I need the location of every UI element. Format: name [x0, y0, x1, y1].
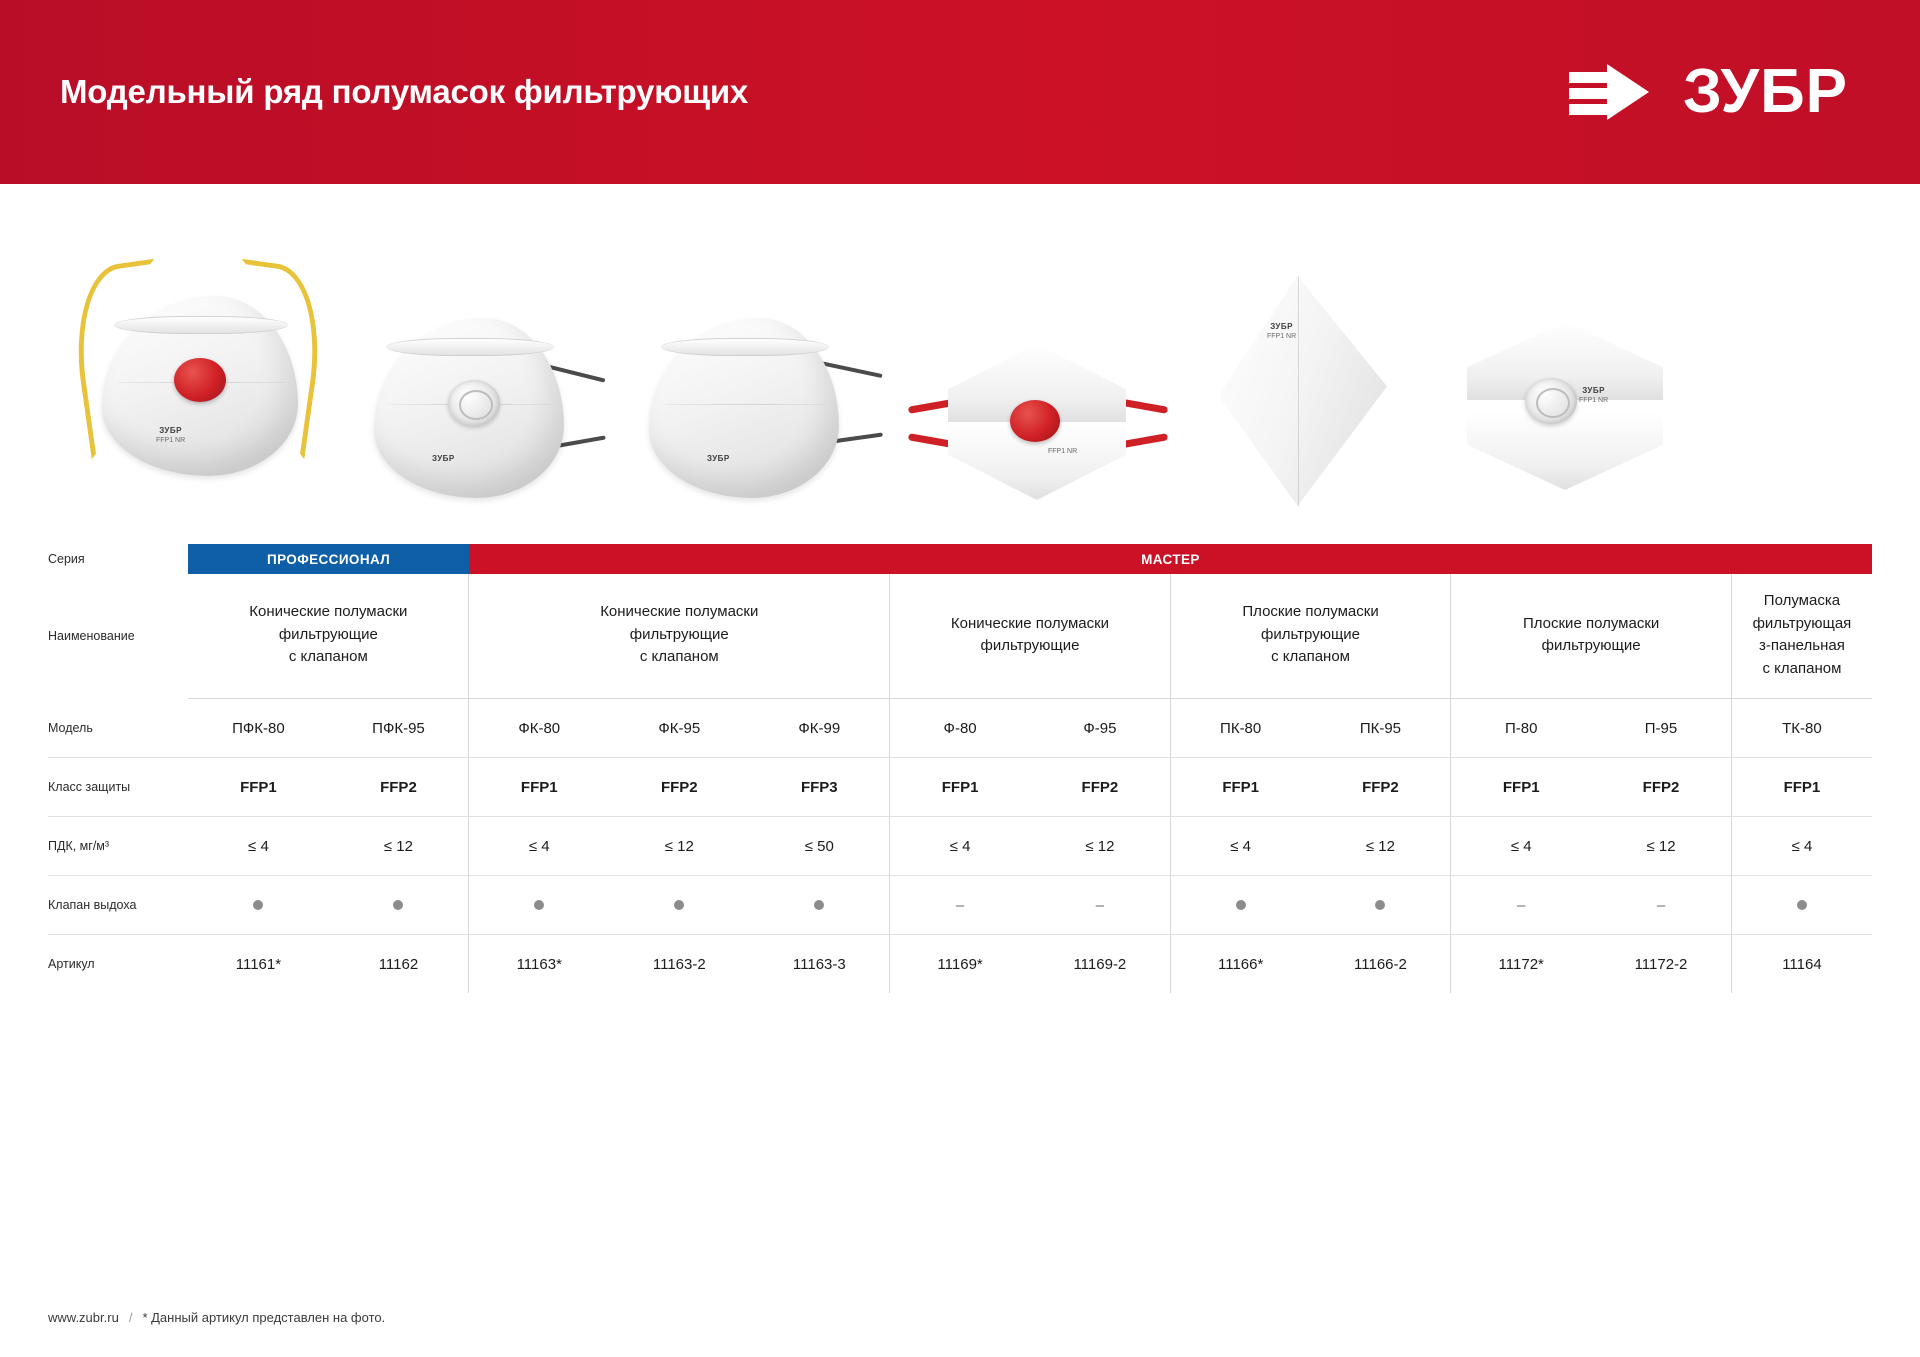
group-name-pfk: Конические полумаски фильтрующие с клапаном: [188, 574, 469, 699]
mask-label: ЗУБР FFP1 NR: [1267, 322, 1297, 340]
page-header: [0, 0, 1920, 184]
product-image-pk80: [898, 226, 1178, 526]
valve-present-icon: [253, 900, 263, 910]
product-image-strip: [48, 206, 1872, 526]
cell-valve: [188, 876, 328, 935]
exhalation-valve-icon: [1525, 378, 1577, 424]
cell-protection: FFP1: [1451, 758, 1591, 817]
cell-protection: FFP2: [1311, 758, 1451, 817]
cell-protection: FFP2: [1591, 758, 1731, 817]
cell-valve: [1170, 876, 1310, 935]
cell-protection: FFP1: [890, 758, 1030, 817]
mask-body: [948, 344, 1126, 500]
cell-valve: [1591, 876, 1731, 935]
row-label-pdk: ПДК, мг/м³: [48, 817, 188, 876]
group-name-fk: Конические полумаски фильтрующие с клапаном: [469, 574, 890, 699]
brand-logo: [1569, 56, 1848, 128]
cell-article: 11169-2: [1073, 955, 1127, 973]
cell-model: ПК-95: [1311, 699, 1451, 758]
cell-protection: FFP1: [1731, 758, 1872, 817]
table-row-pdk: [48, 817, 1872, 876]
page-footer: [48, 1310, 385, 1325]
cell-valve: [1451, 876, 1591, 935]
cell-pdk: ≤ 12: [329, 817, 469, 876]
valve-absent-icon: –: [1656, 896, 1666, 914]
exhalation-valve-icon: [448, 380, 500, 426]
valve-present-icon: [814, 900, 824, 910]
mask-label: ЗУБР FFP1 NR: [1579, 386, 1609, 404]
cell-model: ФК-80: [469, 699, 609, 758]
table-row-model: [48, 699, 1872, 758]
valve-absent-icon: –: [955, 896, 965, 914]
cell-article: 11161*: [235, 955, 282, 973]
cell-pdk: ≤ 4: [1170, 817, 1310, 876]
footnote: * Данный артикул представлен на фото.: [142, 1310, 386, 1325]
series-badge-professional: ПРОФЕССИОНАЛ: [188, 544, 469, 574]
table-row-valve: [48, 876, 1872, 935]
cell-valve: [749, 876, 889, 935]
cell-protection: FFP2: [609, 758, 749, 817]
valve-present-icon: [534, 900, 544, 910]
cell-article: 11162: [378, 955, 419, 973]
cell-pdk: ≤ 12: [1030, 817, 1170, 876]
row-label-series: Серия: [48, 552, 85, 566]
cell-model: Ф-95: [1030, 699, 1170, 758]
exhalation-valve-icon: [174, 358, 226, 402]
mask-body: [1467, 322, 1663, 490]
mask-label: ЗУБР: [432, 454, 455, 463]
cell-article: 11163-3: [792, 955, 846, 973]
cell-article: 11172*: [1451, 935, 1591, 994]
group-name-tk: Полумаска фильтрующая з-панельная с клапаном: [1731, 574, 1872, 699]
cell-pdk: ≤ 4: [890, 817, 1030, 876]
spec-table: [48, 544, 1872, 993]
row-label-article: Артикул: [48, 957, 95, 971]
row-label-name: Наименование: [48, 629, 135, 644]
zubr-mark-icon: [1569, 56, 1665, 128]
cell-article: 11166*: [1170, 935, 1310, 994]
valve-absent-icon: –: [1517, 896, 1526, 914]
cell-pdk: ≤ 4: [1731, 817, 1872, 876]
cell-pdk: ≤ 4: [188, 817, 328, 876]
table-row-name: [48, 574, 1872, 699]
table-row-protection: [48, 758, 1872, 817]
mask-label: ЗУБР FFP1 NR: [156, 426, 186, 444]
cell-protection: FFP1: [469, 758, 609, 817]
valve-present-icon: [674, 900, 684, 910]
cell-article: 11166-2: [1354, 955, 1407, 973]
cell-article: 11163*: [469, 935, 609, 994]
footer-separator: /: [128, 1310, 133, 1325]
product-image-f80: [618, 226, 898, 526]
group-name-p: Плоские полумаски фильтрующие: [1451, 574, 1732, 699]
table-row-article: [48, 935, 1872, 994]
cell-model: ФК-99: [749, 699, 889, 758]
cell-valve: [1311, 876, 1451, 935]
cell-pdk: ≤ 4: [1451, 817, 1591, 876]
cell-model: ФК-95: [609, 699, 749, 758]
mask-body: [1215, 276, 1387, 506]
cell-pdk: ≤ 12: [609, 817, 749, 876]
row-label-protection: Класс защиты: [48, 758, 188, 817]
cell-protection: FFP3: [749, 758, 889, 817]
cell-model: П-95: [1591, 699, 1731, 758]
group-name-f: Конические полумаски фильтрующие: [890, 574, 1171, 699]
mask-body: [649, 318, 839, 498]
cell-protection: FFP2: [1030, 758, 1170, 817]
cell-valve: [1030, 876, 1170, 935]
cell-pdk: ≤ 12: [1311, 817, 1451, 876]
cell-protection: FFP2: [329, 758, 469, 817]
cell-model: ТК-80: [1731, 699, 1872, 758]
cell-valve: [469, 876, 609, 935]
cell-pdk: ≤ 4: [469, 817, 609, 876]
cell-model: ПФК-95: [329, 699, 469, 758]
cell-article: 11172-2: [1634, 955, 1688, 973]
mask-label: ЗУБР: [707, 454, 730, 463]
valve-absent-icon: –: [1095, 896, 1105, 914]
group-name-pk: Плоские полумаски фильтрующие с клапаном: [1170, 574, 1451, 699]
row-label-model: Модель: [48, 699, 188, 758]
cell-pdk: ≤ 50: [749, 817, 889, 876]
brand-name: ЗУБР: [1683, 57, 1848, 126]
exhalation-valve-icon: [1010, 400, 1060, 442]
cell-article: 11163-2: [652, 955, 706, 973]
cell-valve: [609, 876, 749, 935]
cell-model: ПК-80: [1170, 699, 1310, 758]
website-link[interactable]: www.zubr.ru: [48, 1310, 119, 1325]
page-title: Модельный ряд полумасок фильтрующих: [60, 73, 749, 110]
cell-article: 11169*: [890, 935, 1030, 994]
valve-present-icon: [393, 900, 403, 910]
valve-present-icon: [1797, 900, 1807, 910]
cell-model: ПФК-80: [188, 699, 328, 758]
cell-pdk: ≤ 12: [1591, 817, 1731, 876]
product-image-fk80: [348, 226, 618, 526]
spec-table-area: [48, 544, 1872, 993]
cell-model: П-80: [1451, 699, 1591, 758]
mask-body: [374, 318, 564, 498]
row-label-valve: Клапан выдоха: [48, 876, 188, 935]
product-image-p80: [1178, 226, 1428, 526]
cell-valve: [1731, 876, 1872, 935]
cell-protection: FFP1: [1170, 758, 1310, 817]
cell-protection: FFP1: [188, 758, 328, 817]
cell-model: Ф-80: [890, 699, 1030, 758]
product-image-tk80: [1428, 226, 1708, 526]
valve-present-icon: [1236, 900, 1246, 910]
table-row-series: [48, 544, 1872, 574]
valve-present-icon: [1375, 900, 1385, 910]
cell-valve: [890, 876, 1030, 935]
mask-label: FFP1 NR: [1048, 448, 1078, 455]
product-image-pfk80: [48, 226, 348, 526]
series-badge-master: МАСТЕР: [469, 544, 1872, 574]
mask-body: [102, 296, 298, 476]
cell-article: 11164: [1731, 935, 1872, 994]
cell-valve: [329, 876, 469, 935]
